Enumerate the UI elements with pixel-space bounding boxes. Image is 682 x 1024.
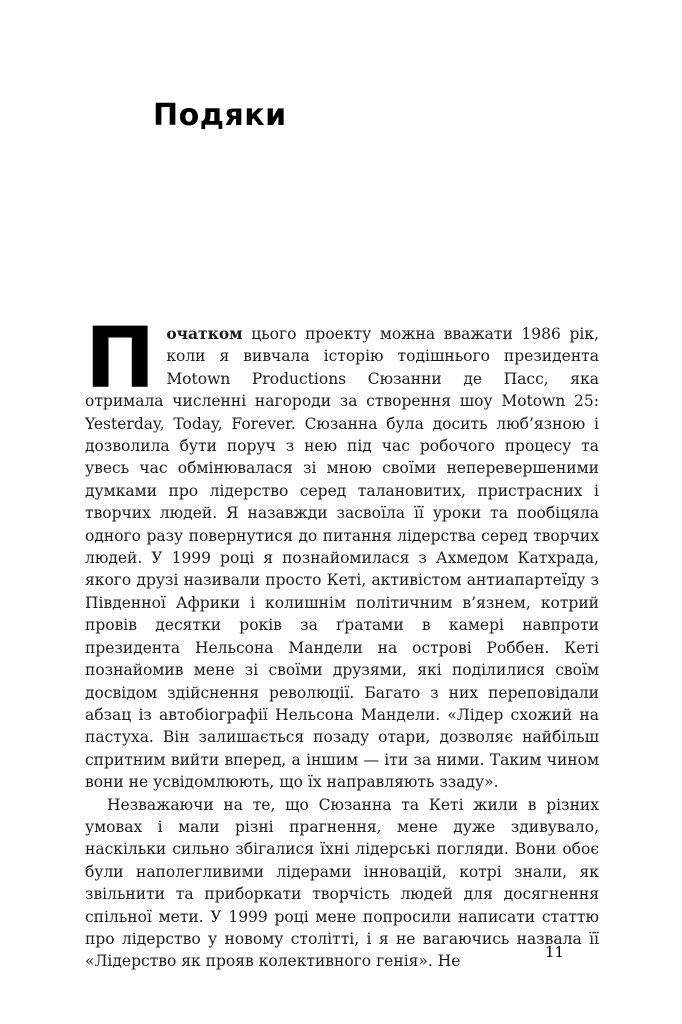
paragraph-first (85, 309, 599, 794)
page-title: Подяки (153, 98, 287, 133)
paragraph-text: цього проекту можна вважати 1986 рік, коли я вивчала історію тодішнього президента Motown Productions Сюзанни де Пасс, яка отримала численні нагороди за створення шоу Motown 25: Yesterday, Today, Forever. Сюзанна була досить люб’язною і дозволила бути поруч з нею під час робочого процесу та увесь час обмінювалася зі мною своїми неперевершеними думками про лідерство серед талановитих, пристрасних і творчих людей. Я назавжди засвоїла її уроки та пообіцяла одного разу повернутися до питання лідерства серед творчих людей. У 1999 році я познайомилася з Ахмедом Катхрада, якого друзі називали просто Кеті, активістом антиапартеїду з Південної Африки і колишнім політичним в’язнем, котрий провів десятки років за ґратами в камері навпроти президента Нельсона Мандели на острові Роббен. Кеті познайомив мене зі своїми друзями, які поділилися своїм досвідом здійснення революції. Багато з них переповідали абзац із автобіографії Нельсона Мандели. «Лідер схожий на пастуха. Він залишається позаду отари, дозволяє найбільш спритним вийти вперед, а іншим — іти за ними. Таким чином вони не усвідомлюють, що їх направляють ззаду». (85, 325, 599, 792)
lead-word: очатком (166, 324, 243, 343)
dropcap-letter: П (85, 309, 156, 407)
page-number: 11 (545, 943, 565, 961)
paragraph-second: Незважаючи на те, що Сюзанна та Кеті жили в різних умовах і мали різні прагнення, мене дуже здивувало, наскільки сильно збігалися їхні лідерські погляди. Вони обоє були наполегливими лідерами інновацій, котрі знали, як звільнити та приборкати творчість людей для досягнення спільної мети. У 1999 році мене попросили написати статтю про лідерство у новому столітті, і я не вагаючись назвала її «Лідерство як прояв колективного генія». Не (85, 795, 599, 971)
body-text (85, 309, 599, 973)
